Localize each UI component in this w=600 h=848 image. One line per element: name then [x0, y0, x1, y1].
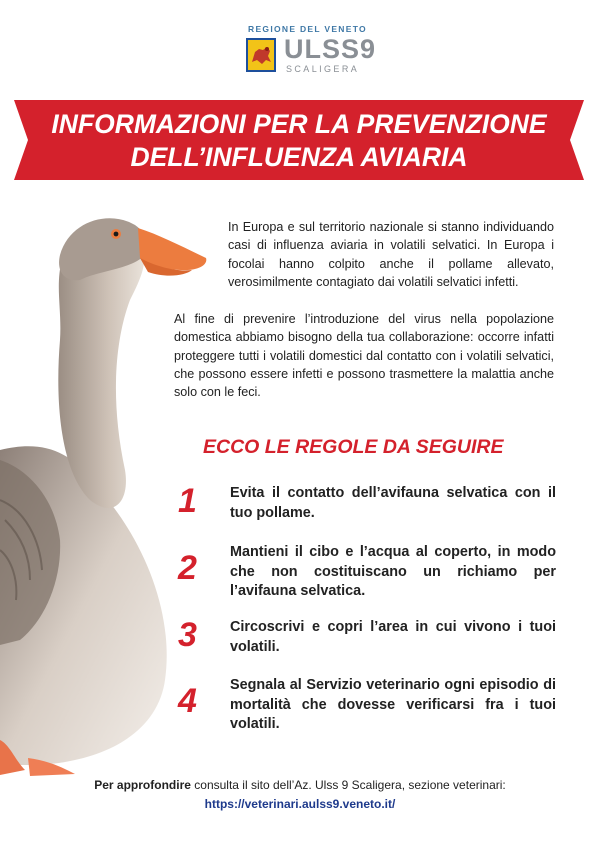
region-label: REGIONE DEL VENETO [248, 24, 367, 34]
rule-text: Segnala al Servizio veterinario ogni episodio di mortalità che dovesse verificarsi fra i tuoi volatili. [230, 677, 556, 732]
scaligera-label: SCALIGERA [286, 64, 360, 74]
footer-text: consulta il sito dell’Az. Ulss 9 Scaligera, sezione veterinari: [190, 778, 506, 792]
rule-number: 4 [178, 682, 197, 720]
rule-number: 2 [178, 549, 197, 587]
ulss9-logo [246, 24, 377, 78]
rule-text: Evita il contatto dell’avifauna selvatica con il tuo pollame. [230, 485, 556, 521]
lion-crest-icon [246, 38, 276, 72]
rules-heading: ECCO LE REGOLE DA SEGUIRE [203, 436, 504, 458]
title-line-2: DELL’INFLUENZA AVIARIA [130, 142, 468, 172]
rule-text: Circoscrivi e copri l’area in cui vivono i tuoi volatili. [230, 619, 556, 655]
ulss-name: ULSS9 [284, 34, 377, 64]
rule-number: 1 [178, 482, 197, 520]
intro-paragraph-2: Al fine di prevenire l’introduzione del virus nella popolazione domestica abbiamo bisogno della tua collaborazione: occorre infatti proteggere tutti i volatili domestici dal contatto con i volatili selvatici, che possono essere infetti e possono trasmettere la malattia anche solo con le feci. [174, 312, 554, 400]
footer [0, 776, 600, 814]
rule-text: Mantieni il cibo e l’acqua al coperto, in modo che non costituiscano un richiamo per l’avifauna selvatica. [230, 544, 556, 599]
title-line-1: INFORMAZIONI PER LA PREVENZIONE [51, 109, 547, 139]
intro-paragraph-1: In Europa e sul territorio nazionale si stanno individuando casi di influenza aviaria in volatili selvatici. In Europa i focolai hanno colpito anche il pollame allevato, verosimilmente contagiato dai volatili selvatici infetti. [228, 220, 554, 289]
title-banner [14, 96, 584, 184]
footer-link[interactable]: https://veterinari.aulss9.veneto.it/ [204, 797, 396, 811]
page-title [14, 108, 584, 174]
footer-lead: Per approfondire [94, 778, 191, 792]
rule-number: 3 [178, 616, 197, 654]
